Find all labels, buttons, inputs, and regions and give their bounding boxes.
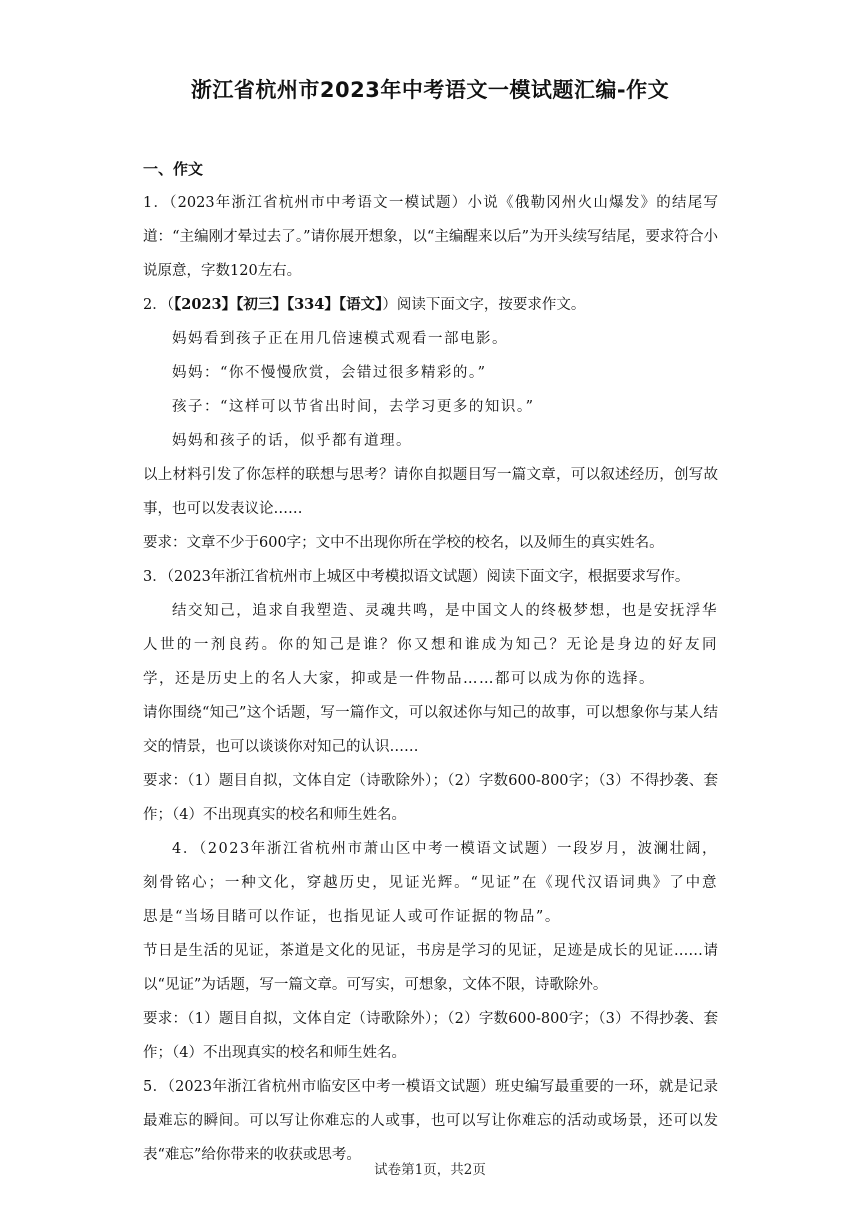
question-5: 5．（2023年浙江省杭州市临安区中考一模语文试题）班史编写最重要的一环，就是记录最难忘的瞬间。可以写让你难忘的人或事，也可以写让你难忘的活动或场景，还可以发表“难忘”给你带来的收获或思考。: [143, 1079, 718, 1163]
question-2-tags: 【2023】【初三】【334】【语文】: [173, 296, 383, 313]
question-2-prompt: 以上材料引发了你怎样的联想与思考？请你自拟题目写一篇文章，可以叙述经历，创写故事，也可以发表议论……: [143, 467, 718, 517]
question-3-quote: 结交知己，追求自我塑造、灵魂共鸣，是中国文人的终极梦想，也是安抚浮华人世的一剂良药。你的知己是谁？你又想和谁成为知己？无论是身边的好友同学，还是历史上的名人大家，抑或是一件物品……都可以成为你的选择。: [143, 603, 718, 687]
section-heading: 一、作文: [143, 160, 204, 178]
question-2-suffix: ）阅读下面文字，按要求作文。: [382, 297, 586, 313]
question-3-prompt: 请你围绕“知己”这个话题，写一篇作文，可以叙述你与知己的故事，可以想象你与某人结交的情景，也可以谈谈你对知己的认识……: [143, 705, 718, 755]
page-footer: 试卷第1页，共2页: [374, 1162, 486, 1178]
question-2-requirement: 要求：文章不少于600字；文中不出现你所在学校的校名，以及师生的真实姓名。: [143, 535, 664, 551]
question-2-quote-2: 妈妈：“你不慢慢欣赏，会错过很多精彩的。”: [172, 365, 487, 381]
question-3-requirement: 要求：（1）题目自拟，文体自定（诗歌除外）；（2）字数600-800字；（3）不得抄袭、套作；（4）不出现真实的校名和师生姓名。: [143, 773, 718, 823]
question-2-prefix: 2．（: [143, 297, 174, 313]
page-title: 浙江省杭州市2023年中考语文一模试题汇编-作文: [190, 78, 670, 102]
question-3-header: 3．（2023年浙江省杭州市上城区中考模拟语文试题）阅读下面文字，根据要求写作。: [143, 569, 690, 585]
question-2-header: [143, 288, 718, 322]
question-4-header: 4．（2023年浙江省杭州市萧山区中考一模语文试题）一段岁月，波澜壮阔，刻骨铭心；一种文化，穿越历史，见证光辉。“见证”在《现代汉语词典》了中意思是“当场目睹可以作证，也指见证人或可作证据的物品”。: [143, 841, 718, 925]
question-2-quote-3: 孩子：“这样可以节省出时间，去学习更多的知识。”: [172, 399, 535, 415]
question-4-requirement: 要求：（1）题目自拟，文体自定（诗歌除外）；（2）字数600-800字；（3）不得抄袭、套作；（4）不出现真实的校名和师生姓名。: [143, 1011, 718, 1061]
exam-content: [143, 152, 718, 1172]
question-4-prompt: 节日是生活的见证，茶道是文化的见证，书房是学习的见证，足迹是成长的见证……请以“见证”为话题，写一篇文章。可写实，可想象，文体不限，诗歌除外。: [143, 943, 718, 993]
question-1: 1．（2023年浙江省杭州市中考语文一模试题）小说《俄勒冈州火山爆发》的结尾写道：“主编刚才晕过去了。”请你展开想象，以“主编醒来以后”为开头续写结尾，要求符合小说原意，字数120左右。: [143, 195, 718, 279]
question-2-quote-4: 妈妈和孩子的话，似乎都有道理。: [172, 433, 412, 449]
question-2-quote-1: 妈妈看到孩子正在用几倍速模式观看一部电影。: [172, 331, 508, 347]
